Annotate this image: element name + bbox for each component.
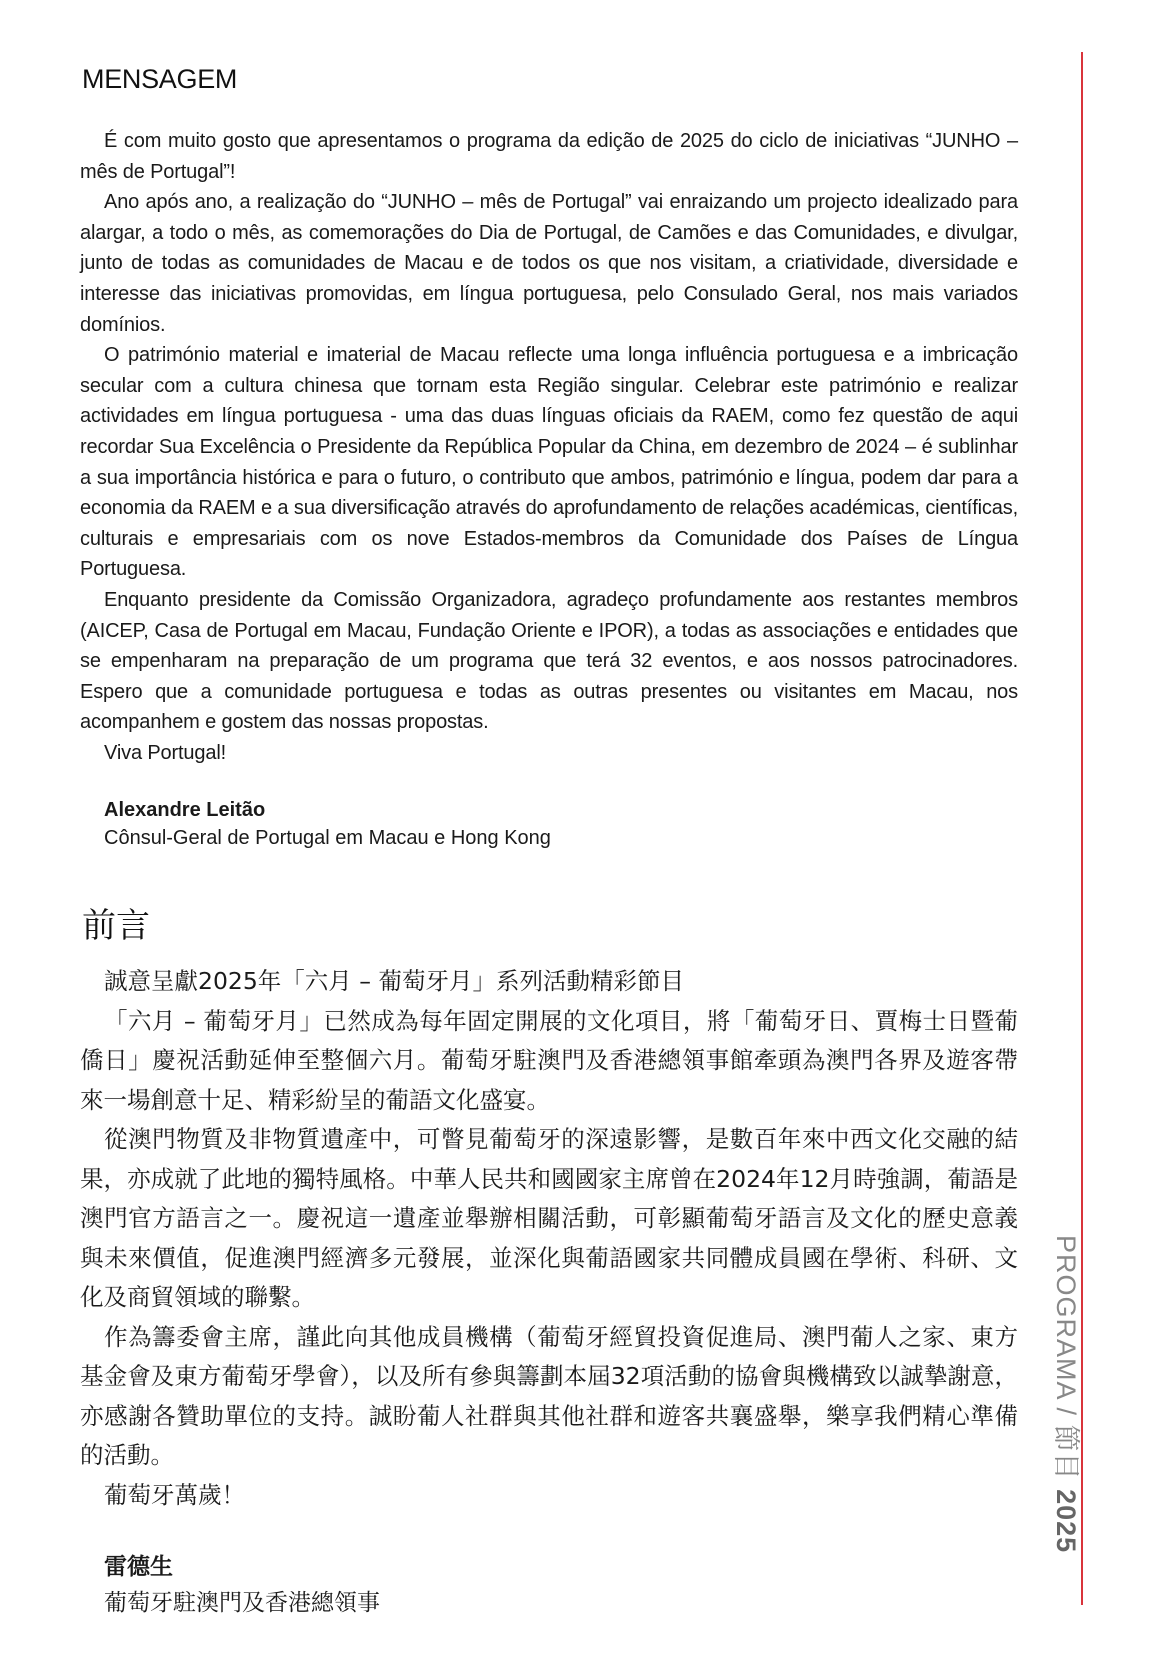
mensagem-paragraph: É com muito gosto que apresentamos o programa da edição de 2025 do ciclo de iniciativas “JUNHO – mês de Portugal”!: [80, 130, 1018, 183]
qianyan-paragraph: 葡萄牙萬歲！: [104, 1480, 245, 1509]
mensagem-body: [80, 126, 1018, 768]
mensagem-paragraph: Viva Portugal!: [104, 741, 227, 764]
page-content: [80, 58, 1018, 1621]
mensagem-paragraph: Enquanto presidente da Comissão Organizadora, agradeço profundamente aos restantes membros (AICEP, Casa de Portugal em Macau, Fundação Oriente e IPOR), a todas as associações e entidades que se empenharam na preparação de um programa que terá 32 eventos, e aos nossos patrocinadores. Espero que a comunidade portuguesa e todas as outras presentes ou visitantes em Macau, nos acompanhem e gostem das nossas propostas.: [80, 588, 1018, 734]
qianyan-paragraph: 誠意呈獻2025年「六月 – 葡萄牙月」系列活動精彩節目: [104, 967, 684, 996]
sidebar-year: 2025: [1051, 1489, 1081, 1554]
qianyan-paragraph: 從澳門物質及非物質遺產中，可瞥見葡萄牙的深遠影響，是數百年來中西文化交融的結果，亦成就了此地的獨特風格。中華人民共和國國家主席曾在2024年12月時強調，葡語是澳門官方語言之一。慶祝這一遺產並舉辦相關活動，可彰顯葡萄牙語言及文化的歷史意義與未來價值，促進澳門經濟多元發展，並深化與葡語國家共同體成員國在學術、科研、文化及商貿領域的聯繫。: [80, 1125, 1018, 1312]
qianyan-paragraph: 「六月 – 葡萄牙月」已然成為每年固定開展的文化項目，將「葡萄牙日、賈梅士日暨葡僑日」慶祝活動延伸至整個六月。葡萄牙駐澳門及香港總領事館牽頭為澳門各界及遊客帶來一場創意十足、精彩紛呈的葡語文化盛宴。: [80, 1006, 1018, 1114]
qianyan-section: [80, 904, 1018, 1621]
qianyan-title: 前言: [82, 906, 150, 947]
qianyan-paragraph: 作為籌委會主席，謹此向其他成員機構（葡萄牙經貿投資促進局、澳門葡人之家、東方基金會及東方葡萄牙學會），以及所有參與籌劃本屆32項活動的協會與機構致以誠摯謝意，亦感謝各贊助單位的支持。誠盼葡人社群與其他社群和遊客共襄盛舉，樂享我們精心準備的活動。: [80, 1322, 1018, 1470]
signature-role: Cônsul-Geral de Portugal em Macau e Hong Kong: [104, 827, 551, 850]
qianyan-signature: [80, 1549, 1018, 1621]
sidebar-label: [1049, 1235, 1088, 1553]
sidebar-label-text: PROGRAMA / 節目: [1051, 1235, 1081, 1481]
mensagem-paragraph: Ano após ano, a realização do “JUNHO – mês de Portugal” vai enraizando um projecto idealizado para alargar, a todo o mês, as comemorações do Dia de Portugal, de Camões e das Comunidades, e divulgar, junto de todas as comunidades de Macau e de todos os que nos visitam, a criatividade, diversidade e interesse das iniciativas promovidas, em língua portuguesa, pelo Consulado Geral, nos mais variados domínios.: [80, 191, 1018, 336]
signature-role: 葡萄牙駐澳門及香港總領事: [104, 1590, 380, 1617]
signature-name: Alexandre Leitão: [104, 799, 266, 822]
mensagem-paragraph: O património material e imaterial de Macau reflecte uma longa influência portuguesa e a imbricação secular com a cultura chinesa que tornam esta Região singular. Celebrar este património e realizar actividades em língua portuguesa - uma das duas línguas oficiais da RAEM, como fez questão de aqui recordar Sua Excelência o Presidente da República Popular da China, em dezembro de 2024 – é sublinhar a sua importância histórica e para o futuro, o contributo que ambos, património e língua, podem dar para a economia da RAEM e a sua diversificação através do aprofundamento de relações académicas, científicas, culturais e empresariais com os nove Estados-membros da Comunidade dos Países de Língua Portuguesa.: [80, 344, 1018, 581]
signature-name: 雷德生: [104, 1554, 173, 1581]
qianyan-body: [80, 962, 1018, 1515]
mensagem-signature: [80, 796, 1018, 852]
mensagem-title: MENSAGEM: [82, 64, 238, 94]
mensagem-section: [80, 58, 1018, 852]
